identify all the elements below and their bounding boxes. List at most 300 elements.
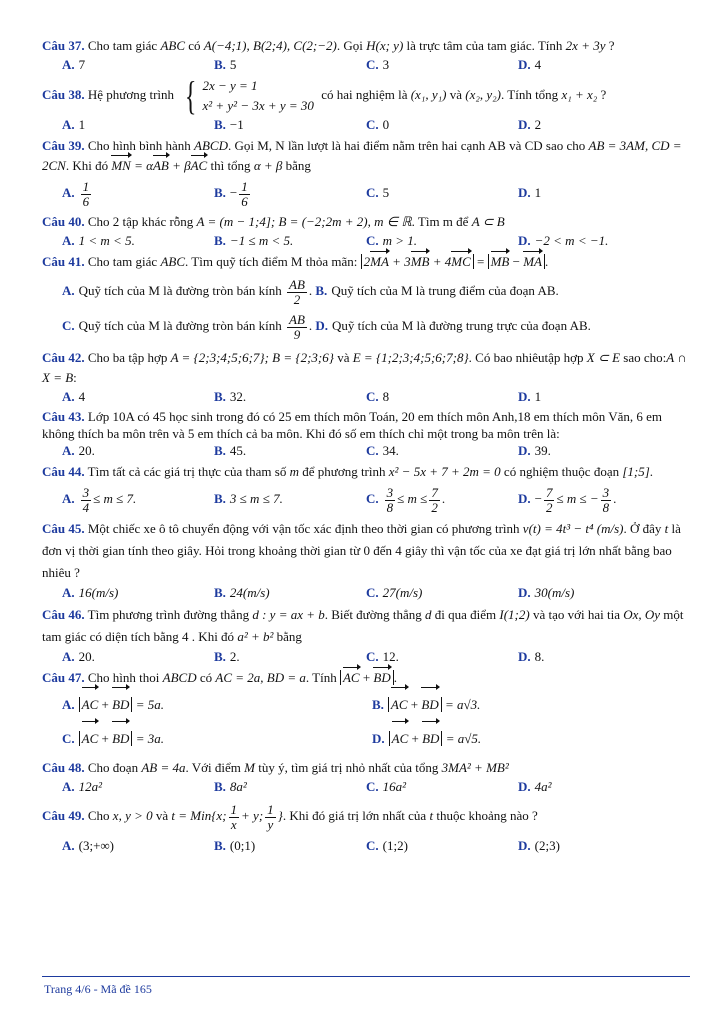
text: . Tìm quỹ tích điểm M thỏa mãn:: [185, 254, 358, 269]
option-letter: C.: [366, 233, 379, 248]
option-text: (0;1): [229, 838, 256, 853]
option-text: 7: [78, 57, 86, 72]
option-d[interactable]: [518, 442, 670, 460]
math: }: [277, 808, 283, 823]
text: Hệ phương trình: [87, 86, 175, 102]
option-text: ≤ m ≤: [397, 491, 428, 506]
page-footer: Trang 4/6 - Mã đề 165: [44, 982, 152, 996]
text: Một chiếc xe ô tô chuyển động với vận tốc xác định theo thời gian có phương trình: [87, 521, 520, 536]
question-label: Câu 48.: [42, 760, 85, 775]
option-d[interactable]: [315, 318, 591, 333]
math: x² − 5x + 7 + 2m = 0: [388, 464, 501, 479]
option-text: 3 ≤ m ≤ 7.: [229, 491, 283, 506]
option-a[interactable]: [62, 584, 214, 602]
option-a[interactable]: [62, 482, 214, 516]
vector: AC: [82, 688, 99, 722]
denominator: y: [267, 816, 274, 832]
math: 2: [363, 254, 371, 269]
option-text: 39.: [534, 443, 551, 458]
fraction: [385, 486, 396, 515]
math: + β: [172, 158, 191, 173]
text: có nghiệm thuộc đoạn: [503, 464, 620, 479]
question-46: [42, 604, 692, 666]
text: Cho hình thoi: [87, 670, 160, 685]
vector: MB: [411, 252, 430, 272]
denominator: 2: [431, 499, 438, 515]
option-text: ≤ m ≤ −: [556, 491, 599, 506]
option-letter: C.: [366, 117, 379, 132]
option-text: 2: [534, 117, 542, 132]
math: A = (m − 1;4]; B = (−2;2m + 2), m ∈ ℝ: [196, 214, 412, 229]
option-text: 12a²: [78, 779, 103, 794]
text: .: [393, 670, 398, 685]
option-letter: A.: [62, 283, 75, 299]
option-d[interactable]: [518, 648, 670, 666]
math: I(1;2): [499, 607, 530, 622]
denominator: 8: [602, 499, 610, 515]
math: X ⊂ E: [586, 350, 621, 365]
option-letter: C.: [366, 57, 379, 72]
question-label: Câu 47.: [42, 670, 85, 685]
option-letter: A.: [62, 585, 75, 600]
option-letter: B.: [214, 649, 226, 664]
math: A = {2;3;4;5;6;7}; B = {2;3;6}: [170, 350, 334, 365]
option-text: 3: [382, 57, 390, 72]
option-c[interactable]: [366, 56, 518, 74]
text: . Tính tổng: [501, 86, 559, 102]
vector: BD: [421, 688, 438, 722]
option-letter: D.: [518, 117, 531, 132]
option-letter: B.: [214, 443, 226, 458]
answer-options: [62, 584, 692, 602]
text: thuộc khoảng nào ?: [436, 808, 538, 823]
question-47: [42, 668, 692, 756]
vector: BD: [422, 722, 439, 756]
answer-options: [62, 442, 692, 460]
option-b[interactable]: [214, 834, 366, 858]
math: + y;: [241, 808, 264, 823]
option-letter: C.: [62, 318, 75, 334]
option-text: 8: [382, 389, 390, 404]
math: A ∩ X = B: [42, 350, 687, 385]
vector: MC: [451, 252, 471, 272]
question-label: Câu 41.: [42, 254, 85, 269]
option-b[interactable]: [214, 442, 366, 460]
option-b[interactable]: [214, 176, 366, 210]
option-text: = a√3.: [444, 697, 481, 712]
option-a[interactable]: [62, 834, 214, 858]
denominator: 6: [241, 193, 248, 209]
question-label: Câu 40.: [42, 214, 85, 229]
option-text: Quỹ tích của M là đường tròn bán kính: [78, 283, 282, 299]
question-label: Câu 49.: [42, 808, 85, 823]
text: Lớp 10A có 45 học sinh trong đó có 25 em thích môn Toán, 20 em thích môn Anh,18 em thích môn Văn, 6 em không thích ba môn trên và 5 em thích cả ba môn. Khi đó số em thích chỉ một trong ba môn trên là:: [42, 409, 663, 441]
option-c[interactable]: [366, 778, 518, 796]
option-text: 4: [78, 389, 86, 404]
question-43-stem: [42, 408, 692, 442]
math: d: [424, 607, 432, 622]
text: bằng: [276, 629, 302, 644]
text: . Với điểm: [185, 760, 241, 775]
text: là trực tâm của tam giác. Tính: [406, 38, 563, 53]
option-text: 20.: [78, 443, 95, 458]
answer-options: [62, 232, 692, 250]
option-d[interactable]: [518, 482, 670, 516]
option-text: 5: [229, 57, 237, 72]
option-letter: A.: [62, 649, 75, 664]
question-45-stem: [42, 518, 692, 584]
text: ?: [600, 86, 607, 102]
option-letter: B.: [214, 491, 226, 506]
math: t: [664, 521, 669, 536]
vector: AC: [343, 668, 360, 688]
option-letter: B.: [214, 779, 226, 794]
option-b[interactable]: [214, 778, 366, 796]
answer-options: [62, 482, 692, 516]
option-a[interactable]: [62, 778, 214, 796]
math: d : y = ax + b: [252, 607, 325, 622]
option-text: 8a²: [229, 779, 247, 794]
text: . Có bao nhiêutập hợp: [468, 350, 584, 365]
absolute-value: [79, 697, 133, 712]
denominator: 9: [293, 327, 301, 342]
question-label: Câu 38.: [42, 86, 85, 102]
option-letter: D.: [518, 838, 531, 853]
text: ?: [608, 38, 615, 53]
text: Tìm phương trình đường thẳng: [87, 607, 250, 622]
option-text: 4: [534, 57, 542, 72]
math: H(x; y): [366, 38, 404, 53]
fraction: [81, 486, 92, 515]
option-a[interactable]: [62, 648, 214, 666]
text: đi qua điểm: [434, 607, 497, 622]
answer-options: [62, 116, 692, 134]
option-d[interactable]: [518, 116, 670, 134]
numerator: 1: [267, 801, 274, 817]
option-letter: A.: [62, 185, 75, 200]
question-47-stem: [42, 668, 692, 688]
fraction: [287, 278, 307, 307]
text: và: [337, 350, 350, 365]
question-44-stem: [42, 462, 692, 482]
math: AB = 4a: [141, 760, 186, 775]
question-43: [42, 408, 692, 460]
text: .: [545, 254, 549, 269]
option-letter: D.: [518, 185, 531, 200]
option-text: = 3a.: [135, 731, 164, 746]
denominator: 2: [293, 292, 301, 307]
option-letter: D.: [518, 233, 531, 248]
option-a[interactable]: [62, 56, 214, 74]
option-a[interactable]: [62, 688, 372, 722]
math: A ⊂ B: [471, 214, 505, 229]
option-text: (2;3): [534, 838, 560, 853]
option-letter: C.: [62, 731, 75, 746]
vector: MN: [111, 156, 131, 176]
text: .: [613, 491, 617, 506]
question-label: Câu 46.: [42, 607, 85, 622]
vector: AB: [153, 156, 169, 176]
option-letter: B.: [214, 57, 226, 72]
option-text: 1: [534, 389, 542, 404]
math: −: [512, 254, 520, 269]
option-a[interactable]: [62, 232, 214, 250]
numerator: 1: [241, 178, 248, 194]
option-text: 27(m/s): [382, 585, 423, 600]
question-48: [42, 758, 692, 796]
option-letter: D.: [518, 779, 531, 794]
text: . Khi đó: [65, 158, 109, 173]
math: (x₁, y₁): [410, 86, 447, 102]
option-text: = a√5.: [445, 731, 482, 746]
answer-options: [62, 56, 692, 74]
question-39-stem: [42, 136, 692, 176]
option-text: 2.: [229, 649, 240, 664]
vector: AC: [392, 722, 409, 756]
option-text: 8.: [534, 649, 545, 664]
question-label: Câu 43.: [42, 409, 85, 424]
text: .: [649, 464, 654, 479]
option-b[interactable]: [214, 584, 366, 602]
option-letter: C.: [366, 185, 379, 200]
option-letter: A.: [62, 233, 75, 248]
option-letter: A.: [62, 491, 75, 506]
text: Cho tam giác: [87, 254, 158, 269]
numerator: 3: [82, 484, 90, 500]
text: .: [441, 491, 446, 506]
question-39: [42, 136, 692, 210]
option-text: −1: [229, 117, 244, 132]
answer-options: [62, 176, 692, 210]
option-letter: A.: [62, 389, 75, 404]
math: A(−4;1), B(2;4), C(2;−2): [203, 38, 337, 53]
question-48-stem: [42, 758, 692, 778]
option-letter: C.: [366, 443, 379, 458]
option-d[interactable]: [518, 778, 670, 796]
vector: MB: [491, 252, 510, 272]
option-text: Quỹ tích của M là đường trung trực của đoạn AB.: [332, 318, 591, 334]
option-a[interactable]: [62, 116, 214, 134]
math: v(t) = 4t³ − t⁴: [522, 521, 594, 536]
text: Cho: [87, 808, 110, 823]
equation: 2x − y = 1: [202, 78, 258, 93]
option-a[interactable]: [62, 388, 214, 406]
denominator: 2: [545, 499, 553, 515]
option-a[interactable]: [62, 277, 313, 307]
option-c[interactable]: [62, 312, 313, 342]
math: ABC: [160, 38, 186, 53]
option-c[interactable]: [62, 722, 372, 756]
option-letter: D.: [372, 731, 385, 746]
math: AB = 3AM, CD = 2CN: [42, 138, 682, 173]
numerator: 1: [82, 178, 90, 194]
option-letter: B.: [214, 585, 226, 600]
option-a[interactable]: [62, 176, 214, 210]
option-c[interactable]: [366, 834, 518, 858]
option-d[interactable]: [518, 56, 670, 74]
vector: AC: [391, 688, 408, 722]
option-line: [62, 313, 692, 342]
option-letter: C.: [366, 838, 379, 853]
text: tùy ý, tìm giá trị nhỏ nhất của tổng: [258, 760, 439, 775]
option-letter: D.: [518, 491, 531, 506]
equation-system: [181, 73, 314, 118]
text: sao cho:: [623, 350, 667, 365]
fraction: [229, 803, 240, 832]
question-42: [42, 348, 692, 406]
question-49: [42, 798, 692, 858]
option-text: 34.: [382, 443, 399, 458]
option-c[interactable]: [366, 176, 518, 210]
option-b[interactable]: [315, 283, 558, 298]
option-d[interactable]: [518, 388, 670, 406]
vector: AC: [82, 722, 99, 756]
option-letter: D.: [518, 443, 531, 458]
option-text: Quỹ tích của M là trung điểm của đoạn AB.: [331, 283, 559, 299]
text: :: [73, 370, 77, 385]
option-text: 4a²: [534, 779, 552, 794]
question-41-stem: [42, 252, 692, 272]
option-text: 1 < m < 5.: [78, 233, 135, 248]
absolute-value: [488, 254, 545, 269]
absolute-value: [361, 254, 474, 269]
option-b[interactable]: [372, 688, 682, 722]
text: . Ở đây: [623, 521, 662, 536]
option-text: m > 1.: [382, 233, 418, 248]
fraction: [601, 486, 612, 515]
option-text: 0: [382, 117, 390, 132]
option-line: [62, 278, 692, 307]
text: một tam giác có diện tích bằng 4 . Khi đó: [42, 607, 684, 644]
option-c[interactable]: [366, 584, 518, 602]
text: là đơn vị thời gian tính theo giây. Hỏi trong khoảng thời gian từ 0 đến 4 giây thì vận tốc của xe đạt giá trị lớn nhất bằng bao nhiêu ?: [42, 521, 681, 580]
option-text: 24(m/s): [229, 585, 270, 600]
option-letter: B.: [372, 697, 384, 712]
numerator: 1: [230, 801, 238, 817]
option-c[interactable]: [366, 116, 518, 134]
absolute-value: [79, 731, 133, 746]
sign: −: [534, 491, 542, 506]
option-text: Quỹ tích của M là đường tròn bán kính: [78, 318, 282, 334]
vector: AC: [191, 156, 208, 176]
text: Cho 2 tập khác rỗng: [87, 214, 194, 229]
question-49-stem: [42, 798, 692, 834]
brace-icon: {: [185, 73, 197, 118]
question-label: Câu 45.: [42, 521, 85, 536]
numerator: 3: [602, 484, 610, 500]
option-d[interactable]: [518, 584, 670, 602]
text: để phương trình: [302, 464, 386, 479]
numerator: 7: [431, 484, 438, 500]
text: . Biết đường thẳng: [324, 607, 422, 622]
option-text: 45.: [229, 443, 247, 458]
option-text: 1: [78, 117, 86, 132]
numerator: AB: [289, 277, 305, 292]
question-41: [42, 252, 692, 342]
option-b[interactable]: [214, 482, 366, 516]
text: bằng: [285, 158, 311, 173]
text: . Gọi: [336, 38, 363, 53]
option-c[interactable]: [366, 442, 518, 460]
absolute-value: [388, 697, 442, 712]
text: . Tìm m để: [411, 214, 469, 229]
math: a² + b²: [237, 629, 274, 644]
text: . Gọi M, N lần lượt là hai điểm nằm trên hai cạnh AB và CD sao cho: [228, 138, 586, 153]
numerator: 3: [386, 484, 394, 500]
math: t = Min: [171, 808, 212, 823]
sign: −: [229, 185, 238, 200]
denominator: x: [230, 816, 237, 832]
math: +: [362, 670, 371, 685]
fraction: [239, 180, 250, 209]
option-b[interactable]: [214, 648, 366, 666]
option-letter: B.: [214, 233, 226, 248]
text: .: [308, 283, 313, 299]
option-letter: A.: [62, 838, 75, 853]
option-b[interactable]: [214, 232, 366, 250]
option-text: (1;2): [382, 838, 408, 853]
math: ABC: [160, 254, 186, 269]
option-d[interactable]: [518, 176, 670, 210]
option-a[interactable]: [62, 442, 214, 460]
text: .: [308, 318, 313, 334]
option-text: 16(m/s): [78, 585, 119, 600]
option-letter: B.: [214, 389, 226, 404]
denominator: 4: [82, 499, 90, 515]
question-label: Câu 39.: [42, 138, 85, 153]
math: = α: [134, 158, 153, 173]
option-d[interactable]: [518, 834, 670, 858]
text: Cho ba tập hợp: [87, 350, 168, 365]
math: {x;: [211, 808, 227, 823]
question-40-stem: [42, 212, 692, 232]
question-label: Câu 44.: [42, 464, 85, 479]
option-c[interactable]: [366, 482, 518, 516]
option-letter: B.: [214, 838, 226, 853]
option-b[interactable]: [214, 388, 366, 406]
text: có hai nghiệm là: [321, 86, 408, 102]
question-37: [42, 36, 692, 74]
option-text: ≤ m ≤ 7.: [93, 491, 137, 506]
question-label: Câu 37.: [42, 38, 85, 53]
equation: x² + y² − 3x + y = 30: [202, 98, 314, 113]
question-38: [42, 73, 692, 134]
option-letter: C.: [366, 389, 379, 404]
math: +: [101, 697, 109, 712]
option-c[interactable]: [366, 388, 518, 406]
text: . Tính: [305, 670, 337, 685]
option-letter: A.: [62, 697, 75, 712]
option-text: = 5a.: [135, 697, 164, 712]
option-letter: A.: [62, 779, 75, 794]
option-letter: D.: [518, 649, 531, 664]
numerator: AB: [289, 312, 305, 327]
option-b[interactable]: [214, 56, 366, 74]
option-b[interactable]: [214, 116, 366, 134]
option-text: 16a²: [382, 779, 407, 794]
text: . Khi đó giá trị lớn nhất của: [282, 808, 427, 823]
option-letter: A.: [62, 117, 75, 132]
text: Cho hình bình hành: [87, 138, 191, 153]
option-d[interactable]: [372, 722, 682, 756]
text: và: [155, 808, 169, 823]
math: m: [289, 464, 299, 479]
option-text: 32.: [229, 389, 247, 404]
fraction: [287, 313, 307, 342]
math: E = {1;2;3;4;5;6;7;8}: [352, 350, 469, 365]
option-letter: C.: [366, 491, 379, 506]
option-text: 5: [382, 185, 390, 200]
